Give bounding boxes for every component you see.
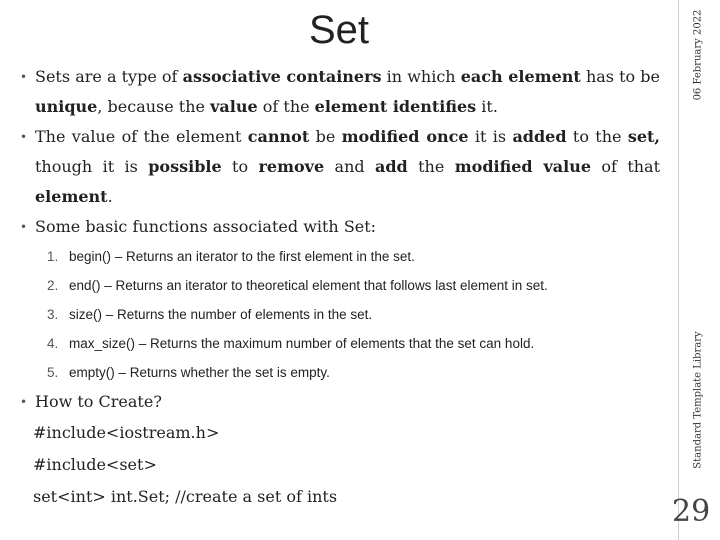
text: The value of the element xyxy=(35,127,248,146)
bullet-dot-icon: • xyxy=(20,130,28,144)
slide-title: Set xyxy=(308,8,370,52)
list-number: 3. xyxy=(47,307,59,322)
text: of the xyxy=(257,97,315,116)
emphasis: remove xyxy=(258,157,325,176)
text: and xyxy=(324,157,375,176)
list-item xyxy=(47,329,660,358)
text: though it is xyxy=(35,157,149,176)
emphasis: set, xyxy=(627,127,660,146)
text: Some basic functions associated with Set: xyxy=(35,217,377,236)
emphasis: unique xyxy=(35,97,98,116)
text: , because the xyxy=(97,97,211,116)
function-list xyxy=(47,242,660,387)
list-text: end() – Returns an iterator to theoretical element that follows last element in set. xyxy=(69,278,548,293)
emphasis: modified once xyxy=(341,127,469,146)
emphasis: added xyxy=(512,127,567,146)
text: . xyxy=(107,187,113,206)
bullet-dot-icon: • xyxy=(20,70,28,84)
emphasis: associative containers xyxy=(182,67,382,86)
bullet-sets-definition xyxy=(20,62,660,122)
code-block xyxy=(33,417,660,513)
list-item xyxy=(47,358,660,387)
slide-content xyxy=(20,62,660,513)
emphasis: possible xyxy=(148,157,222,176)
text: to the xyxy=(566,127,628,146)
bullet-basic-functions xyxy=(20,212,660,242)
code-line: set<int> int.Set; //create a set of ints xyxy=(33,487,338,506)
emphasis: element identifies xyxy=(314,97,477,116)
text: of that xyxy=(591,157,661,176)
emphasis: each element xyxy=(460,67,581,86)
slide-date: 06 February 2022 xyxy=(692,9,704,101)
emphasis: value xyxy=(210,97,258,116)
text: be xyxy=(309,127,342,146)
list-number: 4. xyxy=(47,336,59,351)
divider-line xyxy=(678,0,679,540)
text: the xyxy=(407,157,455,176)
bullet-how-to-create xyxy=(20,387,660,417)
list-number: 5. xyxy=(47,365,59,380)
code-line: #include<set> xyxy=(33,455,157,474)
emphasis: element xyxy=(35,187,108,206)
list-item xyxy=(47,271,660,300)
list-text: begin() – Returns an iterator to the first element in the set. xyxy=(69,249,415,264)
list-text: max_size() – Returns the maximum number of elements that the set can hold. xyxy=(69,336,535,351)
list-item xyxy=(47,300,660,329)
list-item xyxy=(47,242,660,271)
emphasis: cannot xyxy=(247,127,310,146)
bullet-dot-icon: • xyxy=(20,220,28,234)
text: Sets are a type of xyxy=(35,67,183,86)
list-number: 1. xyxy=(47,249,59,264)
list-text: empty() – Returns whether the set is empty. xyxy=(69,365,330,380)
list-number: 2. xyxy=(47,278,59,293)
text: it is xyxy=(468,127,513,146)
emphasis: modified value xyxy=(454,157,592,176)
emphasis: add xyxy=(375,157,408,176)
slide-footer: Standard Template Library xyxy=(692,331,704,469)
slide-number: 29 xyxy=(672,494,711,529)
text: in which xyxy=(381,67,461,86)
bullet-dot-icon: • xyxy=(20,395,28,409)
text: to xyxy=(221,157,259,176)
text: How to Create? xyxy=(35,392,162,411)
text: has to be xyxy=(580,67,661,86)
code-line: #include<iostream.h> xyxy=(33,423,220,442)
list-text: size() – Returns the number of elements in the set. xyxy=(69,307,373,322)
bullet-value-immutable xyxy=(20,122,660,212)
text: it. xyxy=(476,97,498,116)
